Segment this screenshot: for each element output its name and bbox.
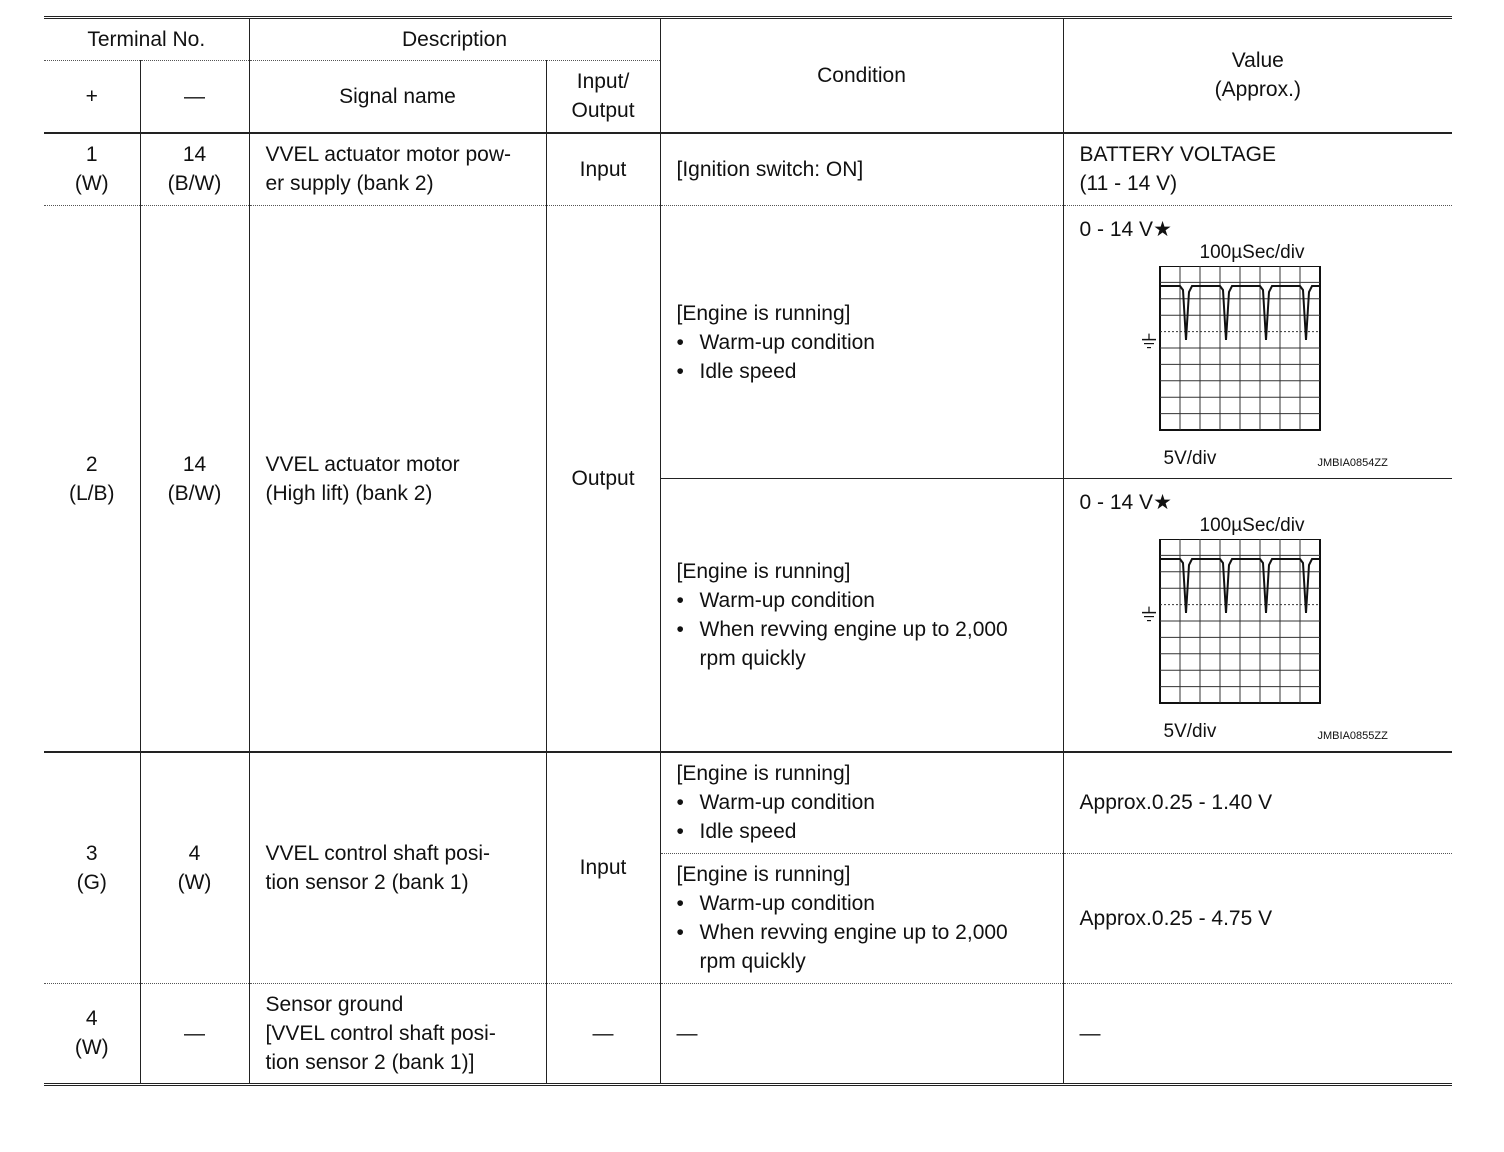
bullet-icon: • xyxy=(676,892,684,915)
wire-color: (B/W) xyxy=(167,481,222,505)
minus-label: — xyxy=(184,84,205,108)
figure-code: JMBIA0854ZZ xyxy=(1317,457,1388,469)
time-division-label: 100µSec/div xyxy=(1199,515,1305,536)
signal-name-line: VVEL actuator motor pow- xyxy=(265,143,511,167)
io-value: Input xyxy=(579,856,627,880)
condition-cell xyxy=(660,853,1063,983)
condition-bullet xyxy=(677,328,1053,357)
condition-bullet xyxy=(677,817,1053,846)
minus-terminal-cell xyxy=(140,206,249,753)
wire-color: (W) xyxy=(74,172,109,196)
condition-cell xyxy=(660,983,1063,1084)
bullet-text: Warm-up condition xyxy=(699,791,875,815)
signal-name-cell xyxy=(249,752,546,983)
bullet-text: Warm-up condition xyxy=(699,330,875,354)
table-row xyxy=(44,983,1452,1084)
plus-header xyxy=(44,61,140,133)
time-division-label: 100µSec/div xyxy=(1199,242,1305,263)
bullet-icon: • xyxy=(676,589,684,612)
plus-terminal-cell xyxy=(44,983,140,1084)
oscilloscope-figure xyxy=(1120,515,1443,751)
plus-terminal-cell xyxy=(44,133,140,206)
wire-color: (B/W) xyxy=(167,172,222,196)
plus-terminal-cell xyxy=(44,752,140,983)
condition-header xyxy=(660,18,1063,133)
condition-bullet xyxy=(677,586,1053,615)
voltage-range-text: 0 - 14 V xyxy=(1079,218,1154,241)
condition-bullet-list xyxy=(677,889,1053,976)
bullet-text: Idle speed xyxy=(699,820,797,844)
description-label: Description xyxy=(401,28,508,51)
oscilloscope-wrap xyxy=(1120,515,1420,751)
signal-name-line: Sensor ground xyxy=(265,992,404,1016)
value-text: (11 - 14 V) xyxy=(1079,172,1178,196)
terminal-number: 2 xyxy=(85,452,98,476)
condition-bullet-list xyxy=(677,788,1053,846)
signal-name-label: Signal name xyxy=(339,84,456,108)
wire-color: (W) xyxy=(177,870,212,894)
signal-name-line: tion sensor 2 (bank 1) xyxy=(265,870,469,894)
signal-name-header xyxy=(249,61,546,133)
table-row xyxy=(44,752,1452,853)
value-text: BATTERY VOLTAGE xyxy=(1079,143,1276,167)
condition-text: — xyxy=(676,1021,698,1045)
signal-name-cell xyxy=(249,133,546,206)
value-cell xyxy=(1063,983,1452,1084)
condition-cell xyxy=(660,479,1063,753)
value-header xyxy=(1063,18,1452,133)
signal-name-line: VVEL actuator motor xyxy=(265,452,460,476)
condition-bullet-list xyxy=(677,328,1053,386)
value-cell xyxy=(1063,479,1452,753)
terminal-number: — xyxy=(184,1021,205,1045)
table-row xyxy=(44,206,1452,479)
voltage-range xyxy=(1080,215,1443,244)
terminal-table-sheet xyxy=(44,16,1452,1086)
value-cell xyxy=(1063,752,1452,853)
plus-terminal-cell xyxy=(44,206,140,753)
io-value: Input xyxy=(579,157,627,181)
wire-color: (G) xyxy=(76,870,107,894)
minus-terminal-cell xyxy=(140,752,249,983)
condition-cell xyxy=(660,133,1063,206)
io-label-line1: Input/ xyxy=(576,70,630,94)
minus-terminal-cell xyxy=(140,133,249,206)
oscilloscope-figure xyxy=(1120,242,1443,478)
value-cell xyxy=(1063,853,1452,983)
terminal-no-header xyxy=(44,18,249,61)
io-cell xyxy=(546,133,660,206)
value-text: — xyxy=(1079,1021,1101,1045)
terminal-no-label: Terminal No. xyxy=(87,28,206,51)
signal-name-line: (High lift) (bank 2) xyxy=(265,481,433,505)
bullet-icon: • xyxy=(676,921,684,944)
bullet-icon: • xyxy=(676,359,684,383)
signal-name-cell xyxy=(249,983,546,1084)
condition-heading: [Engine is running] xyxy=(676,560,851,583)
bullet-icon: • xyxy=(676,330,684,354)
condition-cell xyxy=(660,206,1063,479)
minus-terminal-cell xyxy=(140,983,249,1084)
condition-bullet xyxy=(677,357,1053,386)
io-cell xyxy=(546,752,660,983)
wire-color: (W) xyxy=(74,1036,109,1059)
oscilloscope-waveform xyxy=(1134,266,1334,436)
condition-bullet xyxy=(677,889,1053,918)
terminal-table xyxy=(44,16,1452,1086)
terminal-number: 1 xyxy=(85,143,98,167)
value-approx-label: (Approx.) xyxy=(1214,78,1301,102)
condition-bullet xyxy=(677,788,1053,817)
signal-name-line: VVEL control shaft posi- xyxy=(265,841,490,865)
value-cell xyxy=(1063,133,1452,206)
voltage-division-label: 5V/div xyxy=(1163,448,1217,469)
voltage-range xyxy=(1080,488,1443,517)
bullet-text: rpm quickly xyxy=(699,950,806,973)
table-row xyxy=(44,133,1452,206)
value-text: Approx.0.25 - 1.40 V xyxy=(1079,791,1273,815)
voltage-range-text: 0 - 14 V xyxy=(1079,491,1154,514)
star-icon: ★ xyxy=(1153,491,1172,514)
oscilloscope-waveform xyxy=(1134,539,1334,709)
value-text: Approx.0.25 - 4.75 V xyxy=(1079,906,1273,930)
io-value: — xyxy=(592,1021,614,1045)
io-cell xyxy=(546,206,660,753)
bullet-icon: • xyxy=(676,618,684,641)
signal-name-line: [VVEL control shaft posi- xyxy=(265,1021,496,1045)
condition-bullet xyxy=(677,615,1053,673)
input-output-header xyxy=(546,61,660,133)
bullet-text: When revving engine up to 2,000 xyxy=(699,921,1008,944)
bullet-text: rpm quickly xyxy=(699,647,806,670)
condition-text: [Ignition switch: ON] xyxy=(676,157,864,181)
signal-name-line: er supply (bank 2) xyxy=(265,172,434,196)
io-value: Output xyxy=(571,467,635,490)
bullet-text: Warm-up condition xyxy=(699,589,875,612)
oscilloscope-wrap xyxy=(1120,242,1420,478)
condition-heading: [Engine is running] xyxy=(676,301,851,325)
value-cell xyxy=(1063,206,1452,479)
bullet-text: When revving engine up to 2,000 xyxy=(699,618,1008,641)
terminal-number: 4 xyxy=(85,1007,98,1030)
condition-heading: [Engine is running] xyxy=(676,762,851,786)
io-cell xyxy=(546,983,660,1084)
bullet-icon: • xyxy=(676,791,684,815)
bullet-icon: • xyxy=(676,820,684,844)
voltage-division-label: 5V/div xyxy=(1163,721,1217,742)
star-icon: ★ xyxy=(1153,218,1172,241)
condition-bullet-list xyxy=(677,586,1053,673)
signal-name-line: tion sensor 2 (bank 1)] xyxy=(265,1050,475,1074)
bullet-text: Idle speed xyxy=(699,359,797,383)
terminal-number: 4 xyxy=(188,841,201,865)
figure-code: JMBIA0855ZZ xyxy=(1317,730,1388,742)
value-label: Value xyxy=(1231,49,1284,73)
bullet-text: Warm-up condition xyxy=(699,892,875,915)
terminal-number: 14 xyxy=(182,143,207,167)
minus-header xyxy=(140,61,249,133)
condition-cell xyxy=(660,752,1063,853)
description-header xyxy=(249,18,660,61)
condition-heading: [Engine is running] xyxy=(676,863,851,886)
io-label-line2: Output xyxy=(571,99,635,123)
signal-name-cell xyxy=(249,206,546,753)
condition-label: Condition xyxy=(817,63,906,87)
wire-color: (L/B) xyxy=(68,481,115,505)
terminal-number: 14 xyxy=(182,452,207,476)
terminal-number: 3 xyxy=(85,841,98,865)
condition-bullet xyxy=(677,918,1053,976)
plus-label: + xyxy=(85,84,98,108)
